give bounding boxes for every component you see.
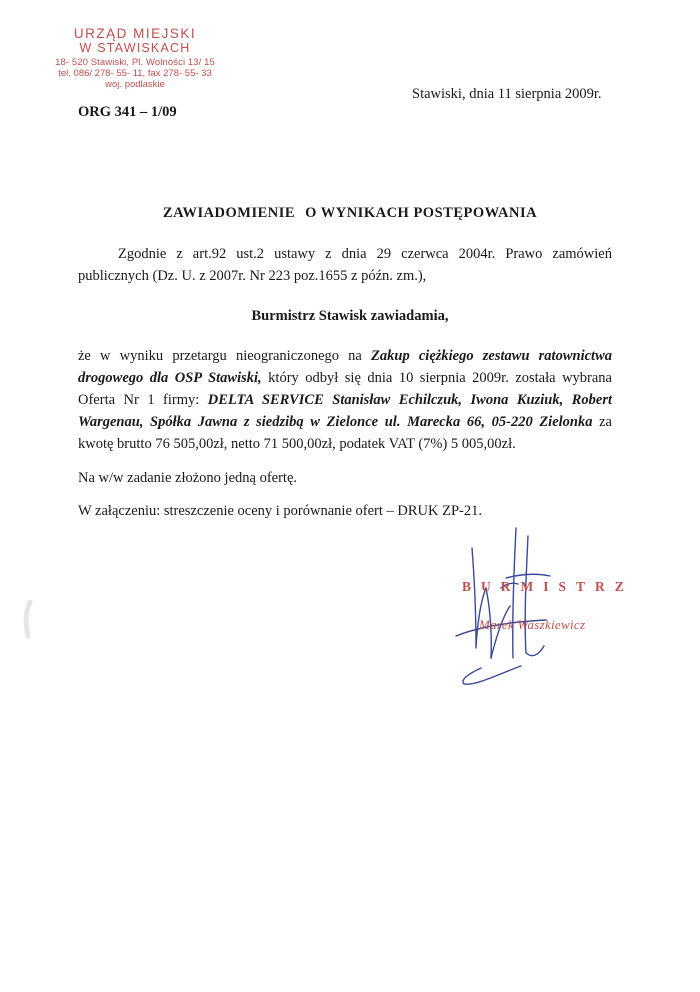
reference-number: ORG 341 – 1/09 [78, 104, 177, 120]
winning-company: DELTA SERVICE Stanisław Echilczuk, Iwona Kuziuk, Robert Wargenau, Spółka Jawna z siedzibą w Zielonce ul. Marecka 66, 05-220 Zielonka [78, 392, 612, 430]
stamp-line-phone: tel. 086/ 278- 55- 11, fax 278- 55- 33 [58, 68, 212, 79]
result-text-1: że w wyniku przetargu nieograniczonego na [78, 348, 372, 364]
legal-basis-paragraph: Zgodnie z art.92 ust.2 ustawy z dnia 29 czerwca 2004r. Prawo zamówień publicznych (Dz. U. z 2007r. Nr 223 poz.1655 z późn. zm.), [78, 246, 612, 284]
handwritten-signature [446, 518, 566, 688]
place-and-date: Stawiski, dnia 11 sierpnia 2009r. [412, 86, 602, 102]
title-part-2: O WYNIKACH POSTĘPOWANIA [305, 205, 538, 221]
title-part-1: ZAWIADOMIENIE [162, 205, 296, 221]
result-text-3: za kwotę brutto 76 505,00zł, netto 71 500,00zł, podatek VAT (7%) 5 005,00zł. [78, 414, 612, 452]
signature-stamp-name: Marek Waszkiewicz [479, 617, 586, 632]
announcement-heading: Burmistrz Stawisk zawiadamia, [251, 308, 449, 324]
document-title [0, 205, 700, 222]
office-stamp [40, 26, 230, 90]
stamp-line-town: W STAWISKACH [79, 41, 191, 55]
margin-punch-mark [20, 600, 42, 640]
stamp-line-region: woj. podlaskie [105, 79, 165, 90]
signature-stamp-title: BURMISTRZ [462, 579, 634, 594]
stamp-line-office: URZĄD MIEJSKI [73, 26, 197, 41]
result-paragraph [78, 345, 612, 455]
result-text-2: który odbył się dnia 10 sierpnia 2009r. została wybrana Oferta Nr 1 firmy: [78, 370, 612, 408]
attachment-paragraph: W załączeniu: streszczenie oceny i porównanie ofert – DRUK ZP-21. [78, 503, 482, 519]
stamp-line-address: 18- 520 Stawiski, Pl. Wolności 13/ 15 [55, 57, 215, 68]
tender-subject: Zakup ciężkiego zestawu ratownictwa drogowego dla OSP Stawiski, [78, 348, 612, 386]
offers-count-paragraph: Na w/w zadanie złożono jedną ofertę. [78, 470, 298, 486]
